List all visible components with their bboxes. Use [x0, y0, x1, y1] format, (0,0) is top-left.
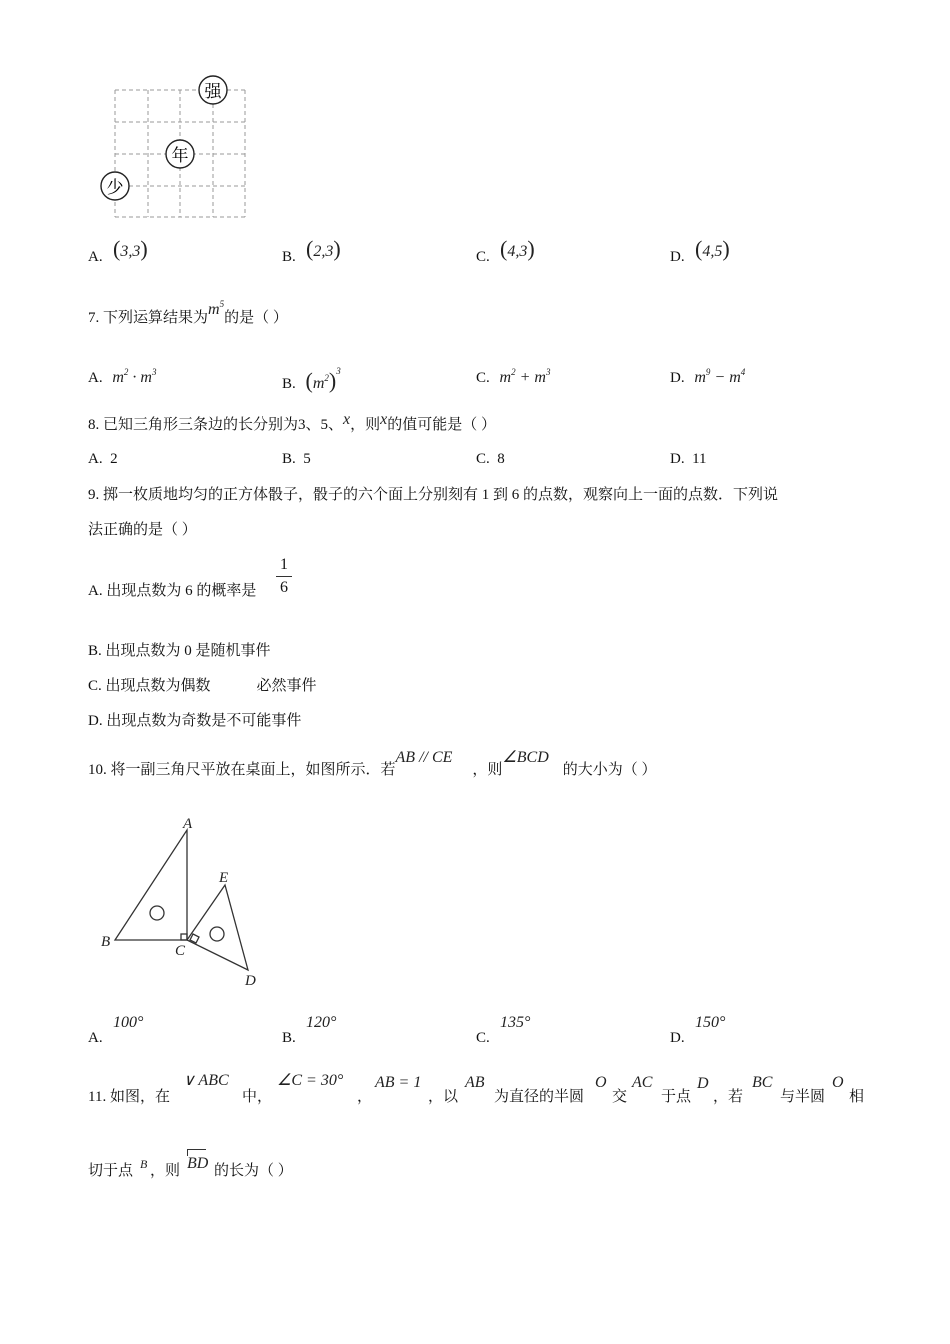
label-a: A — [183, 816, 193, 832]
piece-nian — [166, 140, 194, 168]
piece-qiang — [199, 76, 227, 104]
label-e: E — [219, 870, 229, 886]
arc-bd: BD — [187, 1156, 208, 1172]
q10-option-c-value: 135° — [500, 1014, 531, 1031]
q8-option-a[interactable]: A. 2 — [88, 451, 118, 467]
q7-option-b[interactable]: B. $(m^2)^3$ — [282, 366, 341, 393]
q10-option-d-value: 150° — [695, 1014, 726, 1031]
q10-option-a-label[interactable]: A. — [88, 1030, 103, 1046]
piece-shao — [101, 172, 129, 200]
q7-stem: 7. 下列运算结果为$m^5$的是（ ） — [88, 299, 288, 326]
q8-option-d[interactable]: D. 11 — [670, 451, 707, 467]
q6-option-d-value: (4,5) — [695, 236, 730, 261]
q8-option-c[interactable]: C. 8 — [476, 451, 505, 467]
q6-option-a-label[interactable]: A. — [88, 249, 103, 265]
grid-figure — [95, 72, 265, 227]
svg-text:年: 年 — [171, 146, 189, 165]
q9-option-b[interactable]: B. 出现点数为 0 是随机事件 — [88, 643, 271, 659]
q10-option-c-label[interactable]: C. — [476, 1030, 490, 1046]
q10-triangle-figure — [95, 812, 275, 992]
q6-option-c-label[interactable]: C. — [476, 249, 490, 265]
q8-option-b[interactable]: B. 5 — [282, 451, 311, 467]
label-b: B — [101, 934, 111, 950]
q6-option-c-value: (4,3) — [500, 236, 535, 261]
q6-option-b-label[interactable]: B. — [282, 249, 296, 265]
q8-stem: 8. 已知三角形三条边的长分别为3、5、x，则x的值可能是（ ） — [88, 411, 497, 433]
q7-option-c[interactable]: C. $m^2 + m^3$ — [476, 367, 551, 386]
q9-option-c[interactable]: C. 出现点数为偶数 必然事件 — [88, 678, 317, 694]
svg-text:少: 少 — [106, 178, 124, 197]
q9-option-d[interactable]: D. 出现点数为奇数是不可能事件 — [88, 713, 302, 729]
label-c: C — [175, 943, 186, 959]
q9-option-a-fraction: 1 6 — [276, 557, 292, 596]
q9-stem-line2: 法正确的是（ ） — [88, 522, 197, 538]
svg-text:强: 强 — [204, 82, 222, 101]
q10-option-b-value: 120° — [306, 1014, 337, 1031]
q10-option-b-label[interactable]: B. — [282, 1030, 296, 1046]
q10-option-a-value: 100° — [113, 1014, 144, 1031]
label-d: D — [245, 973, 256, 989]
q7-option-d[interactable]: D. $m^9 - m^4$ — [670, 367, 746, 386]
q6-option-a-value: (3,3) — [113, 236, 148, 261]
q9-option-a[interactable]: A. 出现点数为 6 的概率是 — [88, 583, 257, 599]
q6-option-b-value: (2,3) — [306, 236, 341, 261]
q10-option-d-label[interactable]: D. — [670, 1030, 685, 1046]
q10-stem: 10. 将一副三角尺平放在桌面上，如图所示．若AB // CE，则∠BCD的大小为（ ） — [88, 749, 657, 778]
q9-stem-line1: 9. 掷一枚质地均匀的正方体骰子，骰子的六个面上分别刻有 1 到 6 的点数，观察向上一面的点数．下列说 — [88, 487, 779, 503]
q6-option-d-label[interactable]: D. — [670, 249, 685, 265]
q7-option-a[interactable]: A. $m^2 \cdot m^3$ — [88, 367, 157, 386]
